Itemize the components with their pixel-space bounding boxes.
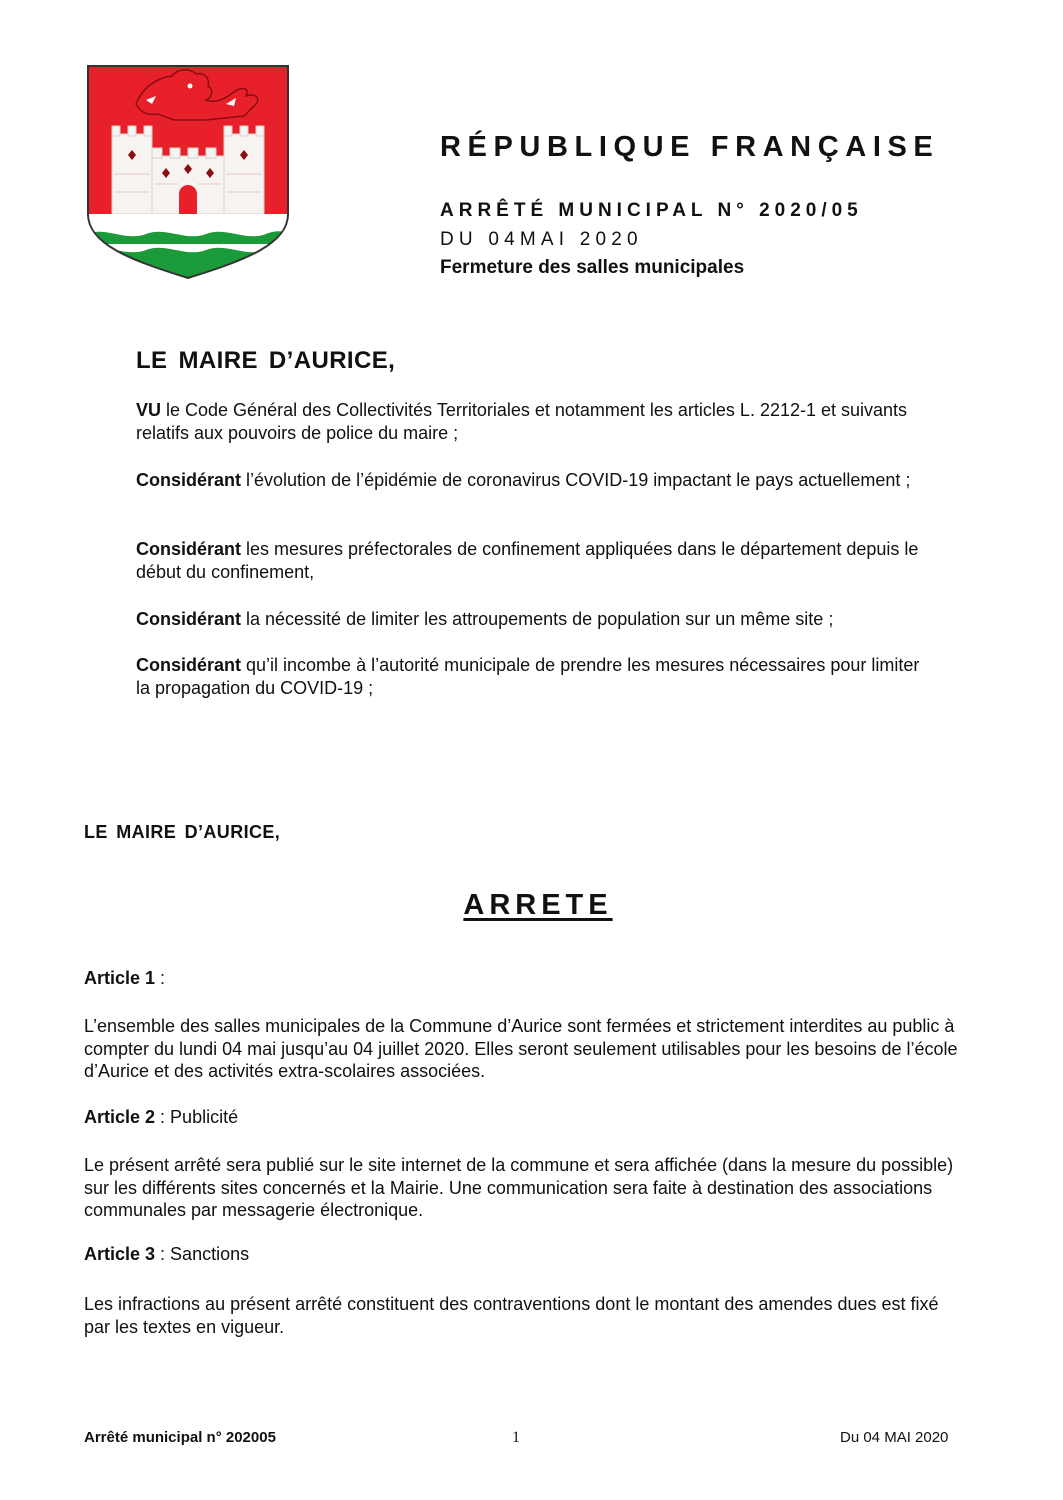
footer-date: Du 04 MAI 2020: [840, 1429, 949, 1446]
arrete-subject: Fermeture des salles municipales: [440, 257, 745, 278]
arrete-heading: ARRETE: [463, 889, 613, 921]
article-subtitle: : Publicité: [155, 1107, 239, 1127]
article-body: Le présent arrêté sera publié sur le site internet de la commune et sera affichée (dans la mesure du possible) sur les différents sites concernés et la Mairie. Une communication sera faite à destination des associations communales par messagerie électronique.: [84, 1155, 954, 1220]
consideration-text: la nécessité de limiter les attroupements de population sur un même site ;: [241, 609, 834, 629]
article-body: L’ensemble des salles municipales de la Commune d’Aurice sont fermées et strictement interdites au public à compter du lundi 04 mai jusqu’au 04 juillet 2020. Elles seront seulement utilisables pour les besoins de l’école d’Aurice et des activités extra-scolaires associées.: [84, 1016, 958, 1081]
consideration-lead: Considérant: [136, 655, 242, 675]
article-heading: [84, 968, 165, 989]
consideration-lead: Considérant: [136, 539, 242, 559]
mayor-heading: LE MAIRE D’AURICE,: [136, 347, 396, 374]
consideration-paragraph: [136, 654, 926, 699]
article-title: Article 3: [84, 1244, 156, 1264]
consideration-lead: VU: [136, 400, 162, 420]
article-title: Article 2: [84, 1107, 156, 1127]
consideration-lead: Considérant: [136, 609, 242, 629]
republic-title: RÉPUBLIQUE FRANÇAISE: [440, 131, 940, 163]
municipal-crest: [86, 64, 290, 284]
consideration-text: les mesures préfectorales de confinement appliquées dans le département depuis le début du confinement,: [136, 539, 919, 582]
article-subtitle: :: [155, 968, 166, 988]
arrete-date: DU 04MAI 2020: [440, 229, 643, 250]
consideration-text: qu’il incombe à l’autorité municipale de prendre les mesures nécessaires pour limiter la propagation du COVID-19 ;: [136, 655, 920, 698]
consideration-paragraph: [136, 399, 926, 444]
consideration-paragraph: [136, 538, 926, 583]
article-title: Article 1: [84, 968, 156, 988]
consideration-paragraph: [136, 469, 926, 492]
consideration-text: le Code Général des Collectivités Territoriales et notamment les articles L. 2212-1 et suivants relatifs aux pouvoirs de police du maire ;: [136, 400, 908, 443]
consideration-lead: Considérant: [136, 470, 242, 490]
consideration-paragraph: [136, 608, 926, 631]
article-subtitle: : Sanctions: [155, 1244, 250, 1264]
arrete-number: ARRÊTÉ MUNICIPAL N° 2020/05: [440, 200, 863, 221]
article-heading: [84, 1244, 249, 1265]
article-heading: [84, 1107, 238, 1128]
footer-reference: Arrêté municipal n° 202005: [84, 1429, 276, 1446]
mayor-heading-decision: LE MAIRE D’AURICE,: [84, 822, 281, 842]
page-number: 1: [512, 1429, 520, 1446]
article-body: Les infractions au présent arrêté constituent des contraventions dont le montant des amendes dues est fixé par les textes en vigueur.: [84, 1294, 939, 1337]
consideration-text: l’évolution de l’épidémie de coronavirus COVID-19 impactant le pays actuellement ;: [241, 470, 911, 490]
